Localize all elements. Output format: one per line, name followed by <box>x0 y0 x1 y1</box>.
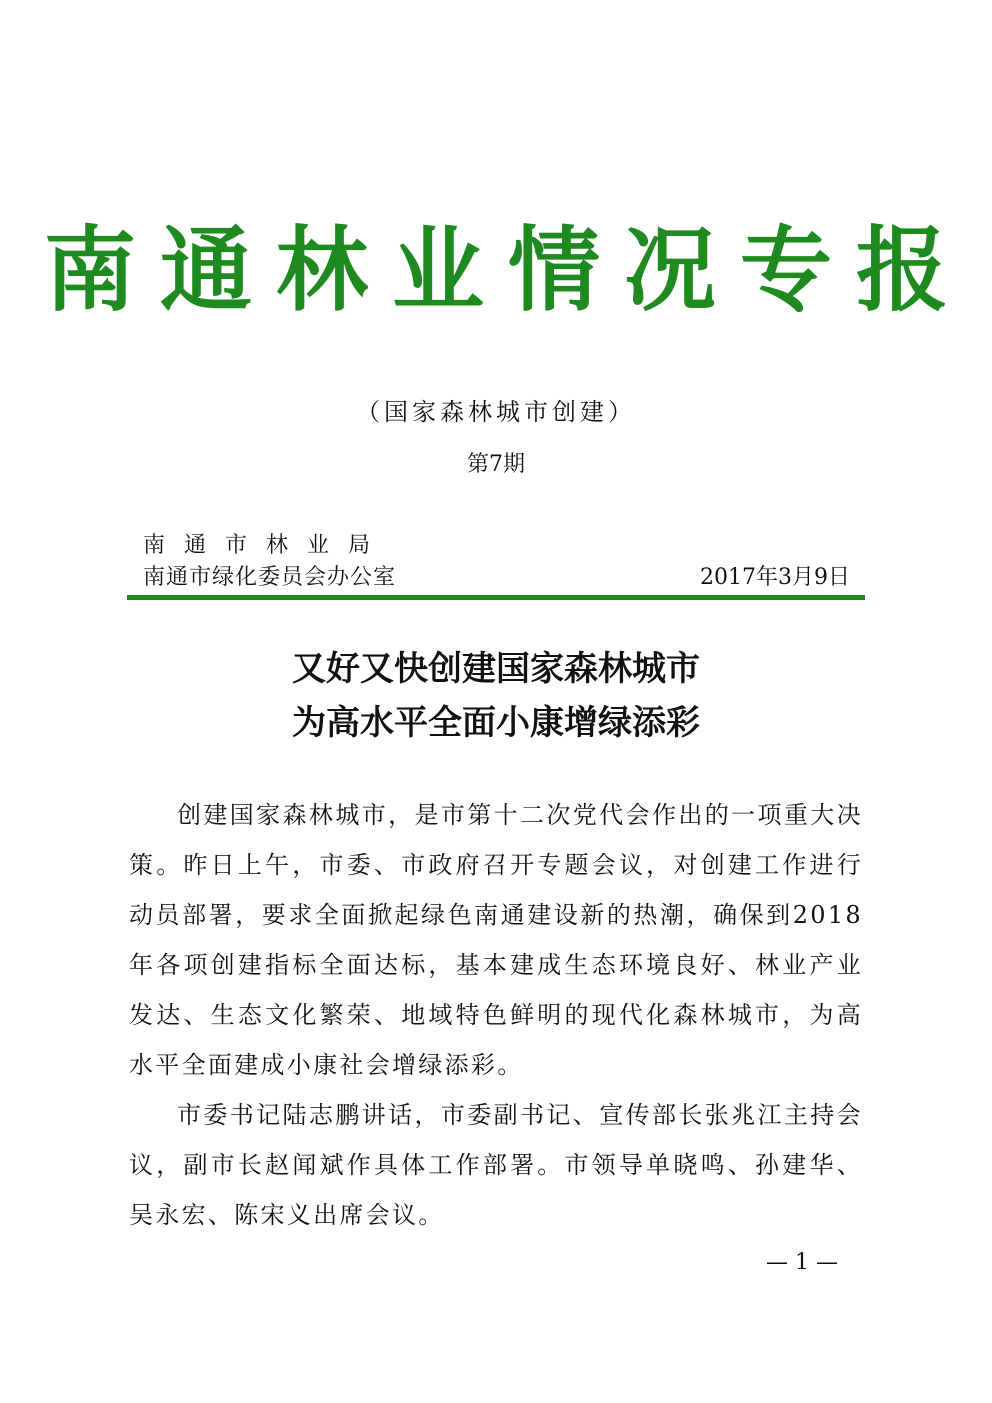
headline-line-2: 为高水平全面小康增绿添彩 <box>292 703 700 743</box>
header-divider <box>127 595 865 600</box>
paragraph-1: 创建国家森林城市，是市第十二次党代会作出的一项重大决策。昨日上午，市委、市政府召开专题会议，对创建工作进行动员部署，要求全面掀起绿色南通建设新的热潮，确保到2018年各项创建指标全面达标，基本建成生态环境良好、林业产业发达、生态文化繁荣、地域特色鲜明的现代化森林城市，为高水平全面建成小康社会增绿添彩。 <box>129 801 863 1079</box>
masthead-title: 南通林业情况专报 <box>43 216 972 324</box>
page-number: — 1 — <box>766 1250 838 1275</box>
issuer-bureau: 南通市林业局 <box>143 533 390 558</box>
issue-number: 第7期 <box>467 452 525 477</box>
article-body <box>129 790 863 1240</box>
headline-line-1: 又好又快创建国家森林城市 <box>292 649 700 689</box>
paragraph-2: 市委书记陆志鹏讲话，市委副书记、宣传部长张兆江主持会议，副市长赵闻斌作具体工作部署。市领导单晓鸣、孙建华、吴永宏、陈宋义出席会议。 <box>129 1101 863 1229</box>
publication-subtitle: （国家森林城市创建） <box>356 398 636 426</box>
issuer-office: 南通市绿化委员会办公室 <box>143 565 397 590</box>
article-headline <box>0 642 992 750</box>
issue-date: 2017年3月9日 <box>700 565 850 590</box>
